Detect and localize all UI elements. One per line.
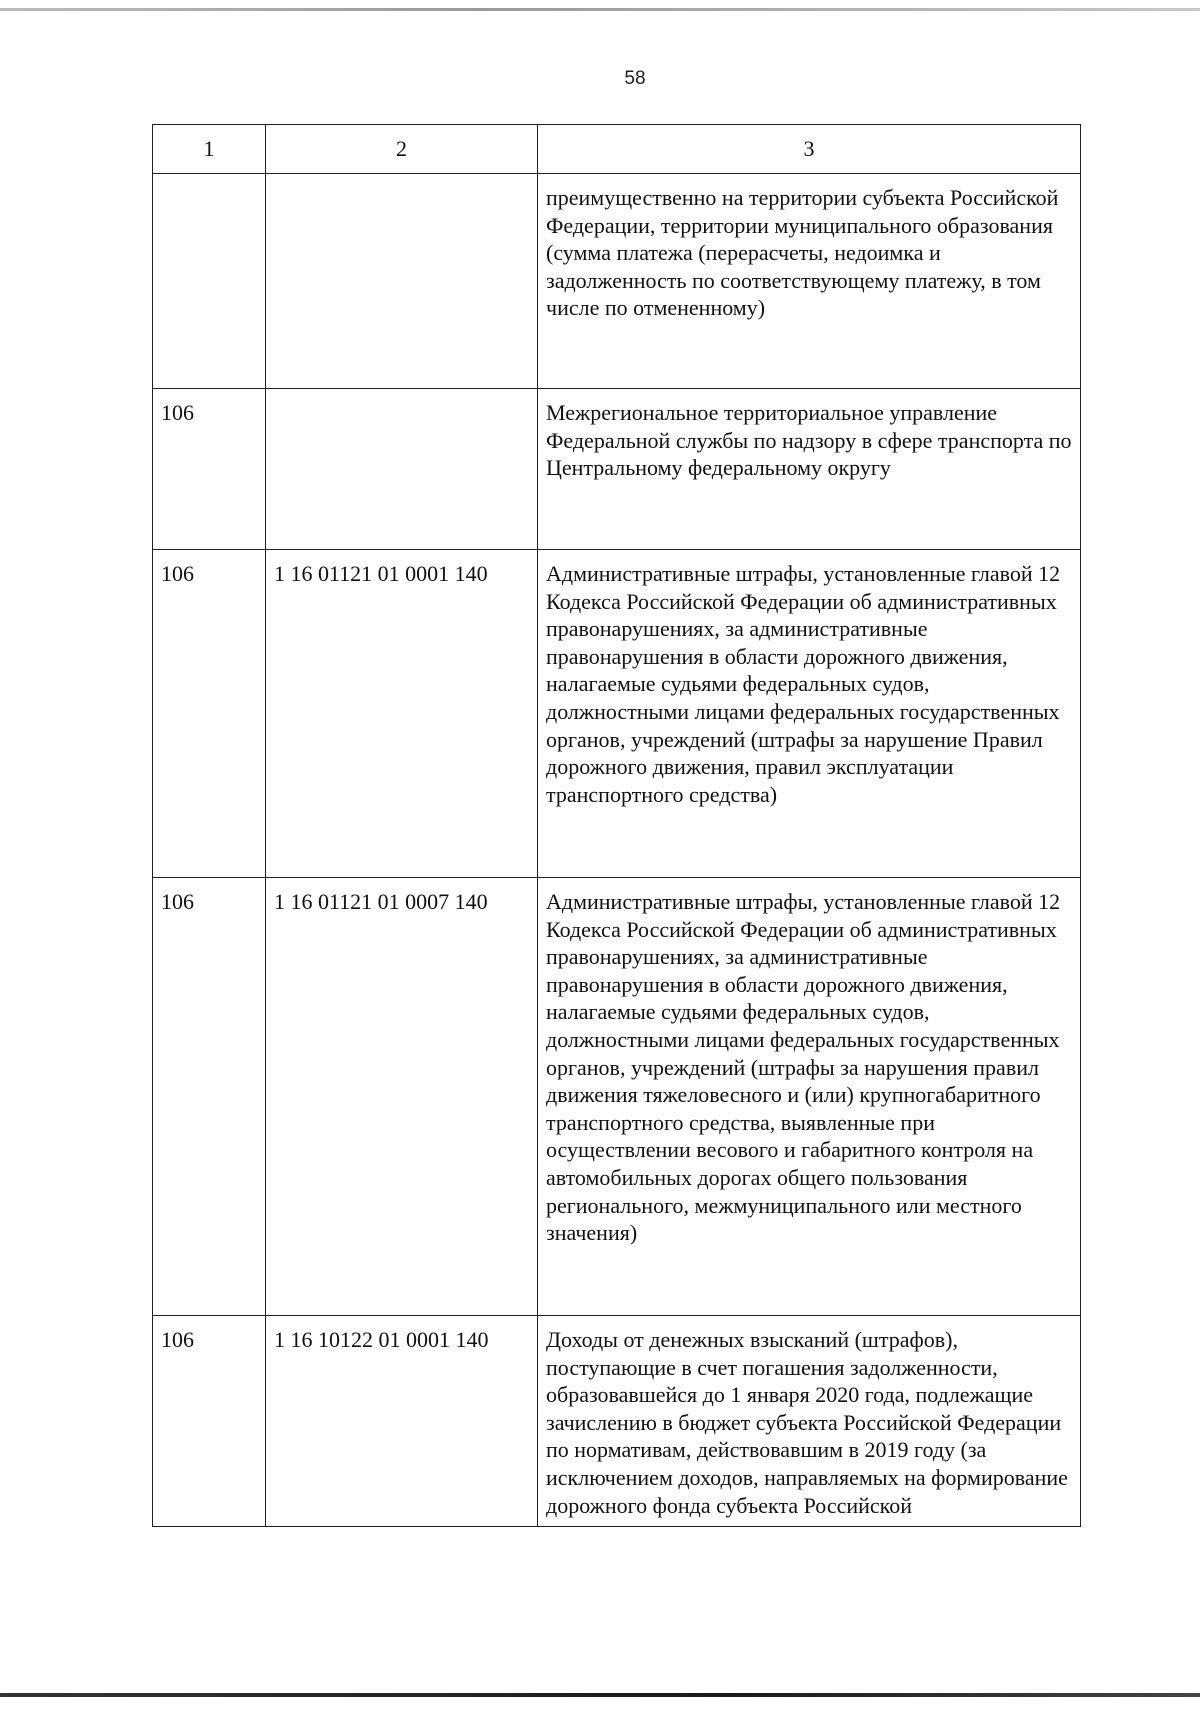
admin-code-cell: 106	[153, 550, 266, 878]
admin-code-cell: 106	[153, 389, 266, 550]
budget-code-cell	[266, 389, 538, 550]
budget-code-cell	[266, 174, 538, 389]
description-cell: преимущественно на территории субъекта Российской Федерации, территории муниципального образования (сумма платежа (перерасчеты, недоимка и задолженность по соответствующему платежу, в том числе по отмененному)	[538, 174, 1081, 389]
table-row	[153, 550, 1081, 878]
admin-code-cell: 106	[153, 1316, 266, 1527]
budget-code-cell: 1 16 01121 01 0001 140	[266, 550, 538, 878]
header-col-2: 2	[266, 125, 538, 174]
description-cell: Административные штрафы, установленные главой 12 Кодекса Российской Федерации об административных правонарушениях, за административные правонарушения в области дорожного движения, налагаемые судьями федеральных судов, должностными лицами федеральных государственных органов, учреждений (штрафы за нарушения правил движения тяжеловесного и (или) крупногабаритного транспортного средства, выявленные при осуществлении весового и габаритного контроля на автомобильных дорогах общего пользования регионального, межмуниципального или местного значения)	[538, 878, 1081, 1316]
table-row	[153, 174, 1081, 389]
admin-code-cell	[153, 174, 266, 389]
description-cell: Доходы от денежных взысканий (штрафов), поступающие в счет погашения задолженности, образовавшейся до 1 января 2020 года, подлежащие зачислению в бюджет субъекта Российской Федерации по нормативам, действовавшим в 2019 году (за исключением доходов, направляемых на формирование дорожного фонда субъекта Российской	[538, 1316, 1081, 1527]
budget-code-cell: 1 16 10122 01 0001 140	[266, 1316, 538, 1527]
table-row	[153, 389, 1081, 550]
table-header-row	[153, 125, 1081, 174]
scan-edge-top	[0, 8, 1200, 11]
scan-edge-bottom	[0, 1693, 1200, 1697]
budget-code-cell: 1 16 01121 01 0007 140	[266, 878, 538, 1316]
table-row	[153, 878, 1081, 1316]
description-cell: Административные штрафы, установленные главой 12 Кодекса Российской Федерации об административных правонарушениях, за административные правонарушения в области дорожного движения, налагаемые судьями федеральных судов, должностными лицами федеральных государственных органов, учреждений (штрафы за нарушение Правил дорожного движения, правил эксплуатации транспортного средства)	[538, 550, 1081, 878]
page-number: 58	[624, 68, 646, 89]
description-cell: Межрегиональное территориальное управление Федеральной службы по надзору в сфере транспорта по Центральному федеральному округу	[538, 389, 1081, 550]
budget-code-table	[152, 124, 1081, 1527]
table-row	[153, 1316, 1081, 1527]
header-col-3: 3	[538, 125, 1081, 174]
header-col-1: 1	[153, 125, 266, 174]
admin-code-cell: 106	[153, 878, 266, 1316]
